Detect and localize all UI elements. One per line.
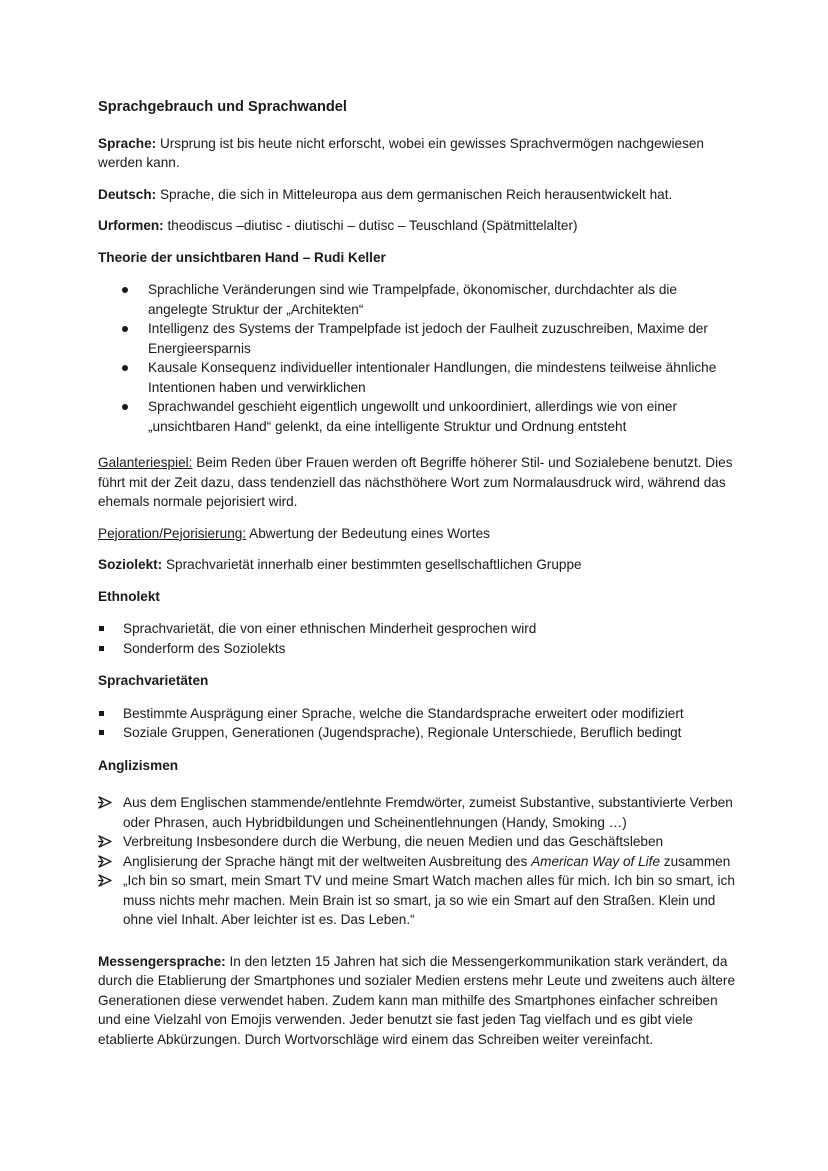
definition-deutsch: Sprache, die sich in Mitteleuropa aus dem germanischen Reich herausentwickelt hat. <box>156 186 673 202</box>
heading-sprachvarietaeten: Sprachvarietäten <box>98 673 209 688</box>
definition-messengersprache: In den letzten 15 Jahren hat sich die Messengerkommunikation stark verändert, da durch die Etablierung der Smartphones und sozialer Medien erstens mehr Leute und zweitens auch ältere Generationen diese verwendet haben. Zudem kann man mithilfe des Smartphones einfacher schreiben und eine Vielzahl von Emojis verwenden. Jeder benutzt sie fast jeden Tag vielfach und es gibt viele etablierte Abkürzungen. Durch Wortvorschläge wird einem das Schreiben weiter vereinfacht. <box>98 953 736 1047</box>
heading-theory: Theorie der unsichtbaren Hand – Rudi Keller <box>98 249 386 265</box>
paragraph-messengersprache <box>98 952 738 1050</box>
definition-pejoration: Abwertung der Bedeutung eines Wortes <box>246 525 490 541</box>
list-item: Soziale Gruppen, Generationen (Jugendsprache), Regionale Unterschiede, Beruflich bedingt <box>123 723 738 743</box>
paragraph-soziolekt <box>98 555 738 575</box>
definition-soziolekt: Sprachvarietät innerhalb einer bestimmten gesellschaftlichen Gruppe <box>162 557 582 572</box>
definition-urformen: theodiscus –diutisc - diutischi – dutisc – Teuschland (Spätmittelalter) <box>163 218 578 233</box>
list-item-text: Aus dem Englischen stammende/entlehnte Fremdwörter, zumeist Substantive, substantivierte Verben oder Phrasen, auch Hybridbildungen und Scheinentlehnungen (Handy, Smoking …) <box>123 795 733 830</box>
list-item: Sprachliche Veränderungen sind wie Trampelpfade, ökonomischer, durchdachter als die angelegte Struktur der „Architekten“ <box>148 280 738 319</box>
heading-ethnolekt: Ethnolekt <box>98 588 160 604</box>
list-item: Bestimmte Ausprägung einer Sprache, welche die Standardsprache erweitert oder modifiziert <box>123 704 738 724</box>
list-item <box>123 793 738 832</box>
list-item: Kausale Konsequenz individueller intentionaler Handlungen, die mindestens teilweise ähnliche Intentionen haben und verwirklichen <box>148 358 738 397</box>
anglizismen-list <box>98 793 738 930</box>
paragraph-urformen <box>98 216 738 236</box>
list-item <box>123 852 738 872</box>
page-title: Sprachgebrauch und Sprachwandel <box>98 99 347 115</box>
theory-list <box>98 280 738 436</box>
term-soziolekt: Soziolekt: <box>98 557 163 572</box>
list-item-text: Verbreitung Insbesondere durch die Werbung, die neuen Medien und das Geschäftsleben <box>123 834 664 849</box>
arrowhead-bullet-icon <box>98 874 112 887</box>
term-deutsch: Deutsch: <box>98 186 157 202</box>
arrowhead-bullet-icon <box>98 855 112 868</box>
arrowhead-bullet-icon <box>98 835 112 848</box>
list-item <box>123 871 738 930</box>
definition-sprache: Ursprung ist bis heute nicht erforscht, wobei ein gewisses Sprachvermögen nachgewiesen werden kann. <box>98 135 704 170</box>
list-item: Intelligenz des Systems der Trampelpfade ist jedoch der Faulheit zuzuschreiben, Maxime der Energieersparnis <box>148 319 738 358</box>
definition-galanteriespiel: Beim Reden über Frauen werden oft Begriffe höherer Stil- und Sozialebene benutzt. Dies führt mit der Zeit dazu, dass tendenziell das nächsthöhere Wort zum Normalausdruck wird, während das ehemals normale pejorisiert wird. <box>98 455 733 509</box>
list-item-text: zusammen <box>660 853 731 869</box>
term-pejoration: Pejoration/Pejorisierung: <box>98 525 247 541</box>
heading-anglizismen: Anglizismen <box>98 757 179 773</box>
term-sprache: Sprache: <box>98 135 157 151</box>
paragraph-pejoration <box>98 524 738 544</box>
list-item: Sprachwandel geschieht eigentlich ungewollt und unkoordiniert, allerdings wie von einer „unsichtbaren Hand“ gelenkt, da eine intelligente Struktur und Ordnung entsteht <box>148 397 738 436</box>
list-item-text: Anglisierung der Sprache hängt mit der weltweiten Ausbreitung des <box>123 853 532 869</box>
term-galanteriespiel: Galanteriespiel: <box>98 455 193 470</box>
list-item <box>123 832 738 852</box>
italic-phrase: American Way of Life <box>531 853 661 869</box>
ethnolekt-list <box>98 619 738 658</box>
term-messengersprache: Messengersprache: <box>98 953 226 969</box>
term-urformen: Urformen: <box>98 218 164 233</box>
paragraph-deutsch <box>98 185 738 205</box>
arrowhead-bullet-icon <box>98 796 112 809</box>
paragraph-sprache <box>98 134 738 173</box>
paragraph-galanteriespiel <box>98 453 738 512</box>
list-item: Sprachvarietät, die von einer ethnischen Minderheit gesprochen wird <box>123 619 738 639</box>
list-item-text: „Ich bin so smart, mein Smart TV und meine Smart Watch machen alles für mich. Ich bin so smart, ich muss nichts mehr machen. Mein Brain ist so smart, ja so wie ein Smart auf den Straßen. Klein und ohne viel Inhalt. Aber leichter ist es. Das Leben.“ <box>123 873 735 927</box>
list-item: Sonderform des Soziolekts <box>123 639 738 659</box>
sprachvarietaeten-list <box>98 704 738 743</box>
